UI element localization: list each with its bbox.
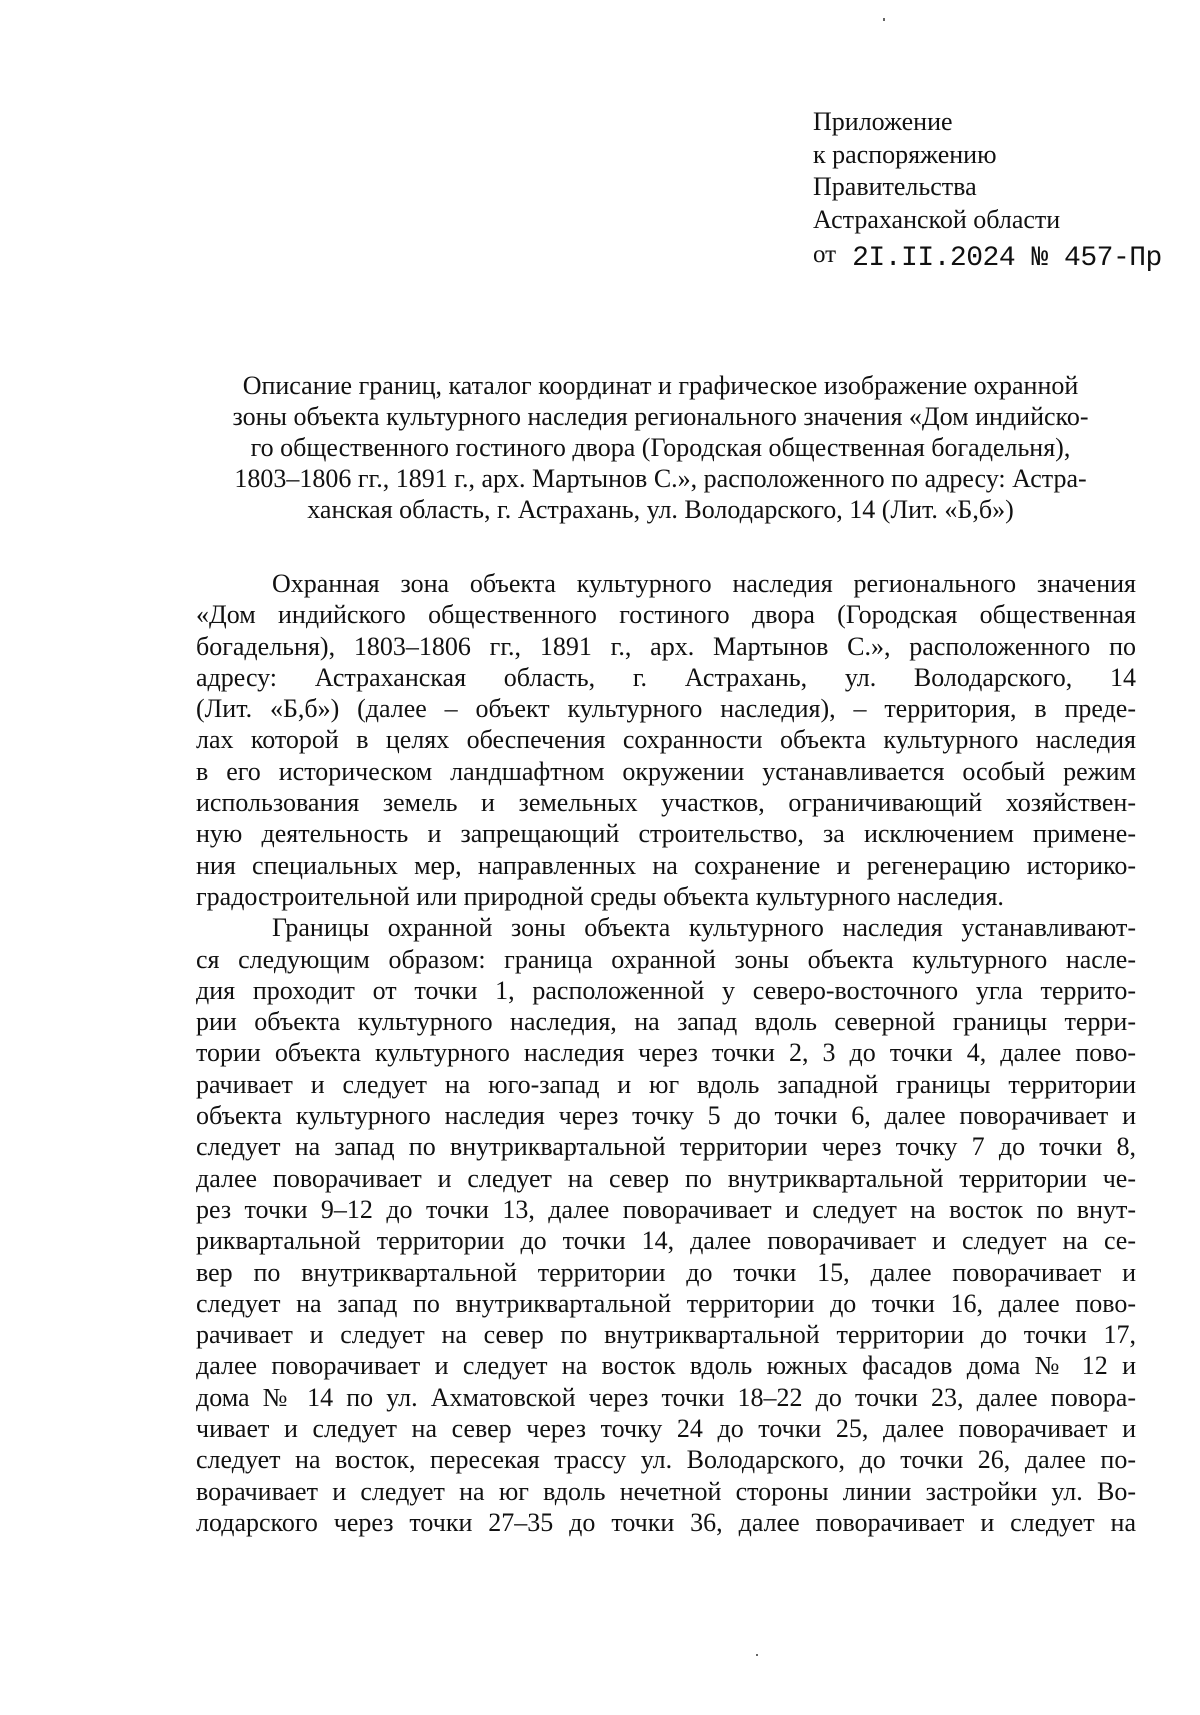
text-line: следует на восток, пересекая трассу ул. Володарского, до точки 26, далее по- <box>196 1445 1136 1475</box>
date-number-stamp: 2I.II.2024 № 457-Пр <box>852 243 1162 275</box>
title-line: ханская область, г. Астрахань, ул. Володарского, 14 (Лит. «Б,б») <box>307 495 1014 524</box>
text-line: тории объекта культурного наследия через точки 2, 3 до точки 4, далее пово- <box>196 1038 1136 1068</box>
text-line: в его историческом ландшафтном окружении устанавливается особый режим <box>196 756 1136 786</box>
annex-line: к распоряжению <box>813 139 997 169</box>
text-line: лах которой в целях обеспечения сохранности объекта культурного наследия <box>196 725 1136 755</box>
title-line: Описание границ, каталог координат и графическое изображение охранной <box>242 371 1079 400</box>
annex-date-prefix: от <box>813 241 837 269</box>
scan-speck <box>883 18 885 21</box>
text-line: рез точки 9–12 до точки 13, далее поворачивает и следует на восток по внут- <box>196 1194 1136 1224</box>
document-title <box>208 370 1113 525</box>
text-line: богадельня), 1803–1806 гг., 1891 г., арх. Мартынов С.», расположенного по <box>196 631 1136 661</box>
text-line: адресу: Астраханская область, г. Астрахань, ул. Володарского, 14 <box>196 662 1136 692</box>
title-line: го общественного гостиного двора (Городская общественная богадельня), <box>250 433 1071 462</box>
text-line: градостроительной или природной среды объекта культурного наследия. <box>196 881 1004 911</box>
text-line: ную деятельность и запрещающий строительство, за исключением примене- <box>196 819 1136 849</box>
paragraph-2 <box>196 912 1136 1538</box>
text-line: использования земель и земельных участков, ограничивающий хозяйствен- <box>196 788 1136 818</box>
text-line: ся следующим образом: граница охранной зоны объекта культурного насле- <box>196 944 1136 974</box>
annex-line: Астраханской области <box>813 204 1061 234</box>
title-line: зоны объекта культурного наследия регионального значения «Дом индийско- <box>232 402 1089 431</box>
text-line: вер по внутриквартальной территории до точки 15, далее поворачивает и <box>196 1257 1136 1287</box>
annex-date-line <box>813 238 1162 273</box>
text-line: Границы охранной зоны объекта культурного наследия устанавливают- <box>272 913 1136 943</box>
annex-header <box>813 106 1162 273</box>
text-line: ворачивает и следует на юг вдоль нечетной стороны линии застройки ул. Во- <box>196 1476 1136 1506</box>
paragraph-1 <box>196 568 1136 912</box>
text-line: чивает и следует на север через точку 24 до точки 25, далее поворачивает и <box>196 1414 1136 1444</box>
text-line: «Дом индийского общественного гостиного двора (Городская общественная <box>196 600 1136 630</box>
text-line: (Лит. «Б,б») (далее – объект культурного наследия), – территория, в преде- <box>196 694 1136 724</box>
text-line: далее поворачивает и следует на север по внутриквартальной территории че- <box>196 1163 1136 1193</box>
document-body <box>196 568 1136 1538</box>
text-line: следует на запад по внутриквартальной территории через точку 7 до точки 8, <box>196 1132 1136 1162</box>
scan-speck <box>756 1654 758 1656</box>
text-line: лодарского через точки 27–35 до точки 36, далее поворачивает и следует на <box>196 1507 1136 1537</box>
text-line: дия проходит от точки 1, расположенной у северо-восточного угла террито- <box>196 975 1136 1005</box>
annex-line: Приложение <box>813 107 953 136</box>
text-line: риквартальной территории до точки 14, далее поворачивает и следует на се- <box>196 1226 1136 1256</box>
text-line: рии объекта культурного наследия, на запад вдоль северной границы терри- <box>196 1007 1136 1037</box>
title-line: 1803–1806 гг., 1891 г., арх. Мартынов С.», расположенного по адресу: Астра- <box>234 464 1087 493</box>
text-line: следует на запад по внутриквартальной территории до точки 16, далее пово- <box>196 1288 1136 1318</box>
text-line: далее поворачивает и следует на восток вдоль южных фасадов дома № 12 и <box>196 1351 1136 1381</box>
text-line: рачивает и следует на юго-запад и юг вдоль западной границы территории <box>196 1069 1136 1099</box>
annex-line: Правительства <box>813 172 977 202</box>
text-line: ния специальных мер, направленных на сохранение и регенерацию историко- <box>196 850 1136 880</box>
text-line: объекта культурного наследия через точку 5 до точки 6, далее поворачивает и <box>196 1101 1136 1131</box>
text-line: дома № 14 по ул. Ахматовской через точки 18–22 до точки 23, далее повора- <box>196 1382 1136 1412</box>
text-line: рачивает и следует на север по внутриквартальной территории до точки 17, <box>196 1320 1136 1350</box>
text-line: Охранная зона объекта культурного наследия регионального значения <box>272 569 1136 598</box>
